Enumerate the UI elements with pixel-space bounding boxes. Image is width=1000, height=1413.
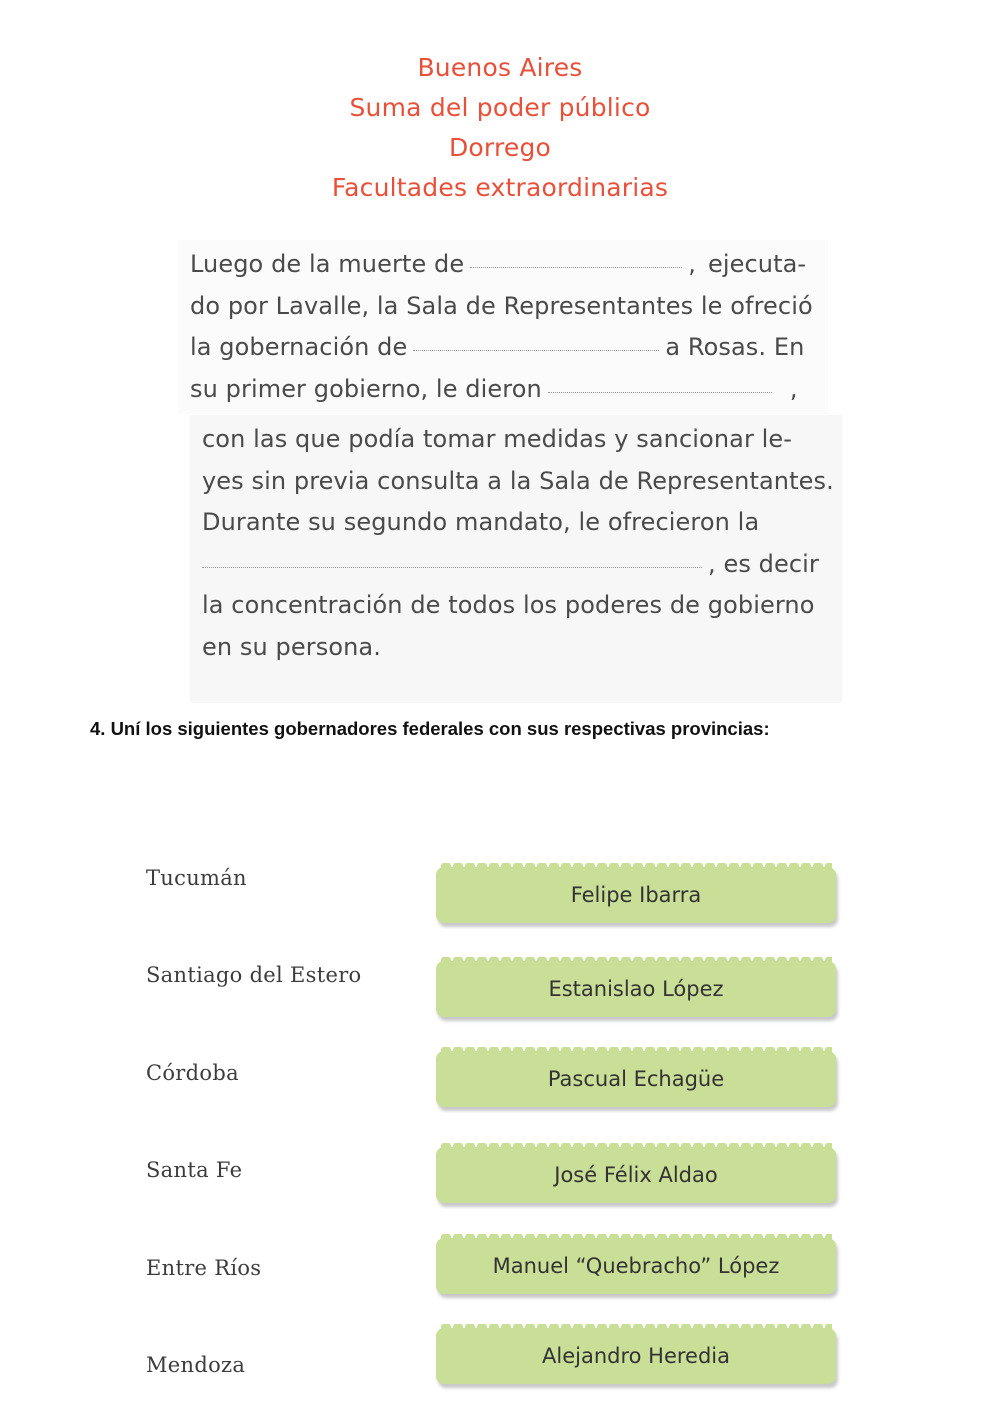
paragraph-part-1	[178, 240, 828, 414]
question-4: 4. Uní los siguientes gobernadores federales con sus respectivas provincias:	[90, 718, 770, 739]
blank-dorrego[interactable]	[470, 253, 682, 268]
text-fragment: la gobernación de	[190, 333, 408, 361]
province-label[interactable]: Mendoza	[146, 1353, 246, 1377]
text-fragment: a Rosas. En	[665, 333, 805, 361]
text-fragment: ejecuta-	[707, 250, 807, 278]
text-line: Durante su segundo mandato, le ofrecieron la	[202, 508, 760, 536]
province-label[interactable]: Córdoba	[146, 1061, 239, 1085]
text-fragment: ,	[789, 374, 798, 403]
text-fragment: Luego de la muerte de	[190, 250, 465, 278]
blank-suma[interactable]	[202, 553, 702, 568]
governor-box[interactable]: Alejandro Heredia	[436, 1328, 836, 1384]
word-bank-item[interactable]: Dorrego	[448, 133, 552, 162]
paragraph-part-2	[190, 415, 842, 703]
text-line	[202, 544, 830, 586]
text-fragment: , es decir	[708, 549, 819, 578]
governor-box[interactable]: José Félix Aldao	[436, 1147, 836, 1203]
text-line: con las que podía tomar medidas y sancionar le-	[202, 425, 793, 453]
governor-box[interactable]: Felipe Ibarra	[436, 867, 836, 923]
text-line	[190, 244, 816, 286]
governor-box[interactable]: Pascual Echagüe	[436, 1051, 836, 1107]
province-label[interactable]: Tucumán	[146, 866, 247, 890]
text-line: yes sin previa consulta a la Sala de Representantes.	[202, 466, 834, 495]
governor-box[interactable]: Estanislao López	[436, 961, 836, 1017]
word-bank	[0, 48, 1000, 208]
word-bank-item[interactable]: Suma del poder público	[349, 93, 651, 122]
text-line	[190, 327, 816, 369]
province-label[interactable]: Entre Ríos	[146, 1256, 262, 1280]
text-fragment: su primer gobierno, le dieron	[190, 374, 542, 403]
blank-buenos-aires[interactable]	[413, 336, 659, 351]
text-fragment: ,	[688, 250, 696, 278]
word-bank-item[interactable]: Facultades extraordinarias	[331, 173, 669, 202]
province-label[interactable]: Santa Fe	[146, 1158, 243, 1182]
text-line: la concentración de todos los poderes de gobierno	[202, 591, 815, 619]
text-line: do por Lavalle, la Sala de Representantes le ofreció	[190, 291, 813, 320]
text-line	[190, 369, 816, 411]
province-label[interactable]: Santiago del Estero	[146, 963, 362, 987]
governor-box[interactable]: Manuel “Quebracho” López	[436, 1238, 836, 1294]
word-bank-item[interactable]: Buenos Aires	[417, 53, 583, 82]
text-line: en su persona.	[202, 632, 381, 661]
blank-facultades[interactable]	[548, 378, 772, 393]
